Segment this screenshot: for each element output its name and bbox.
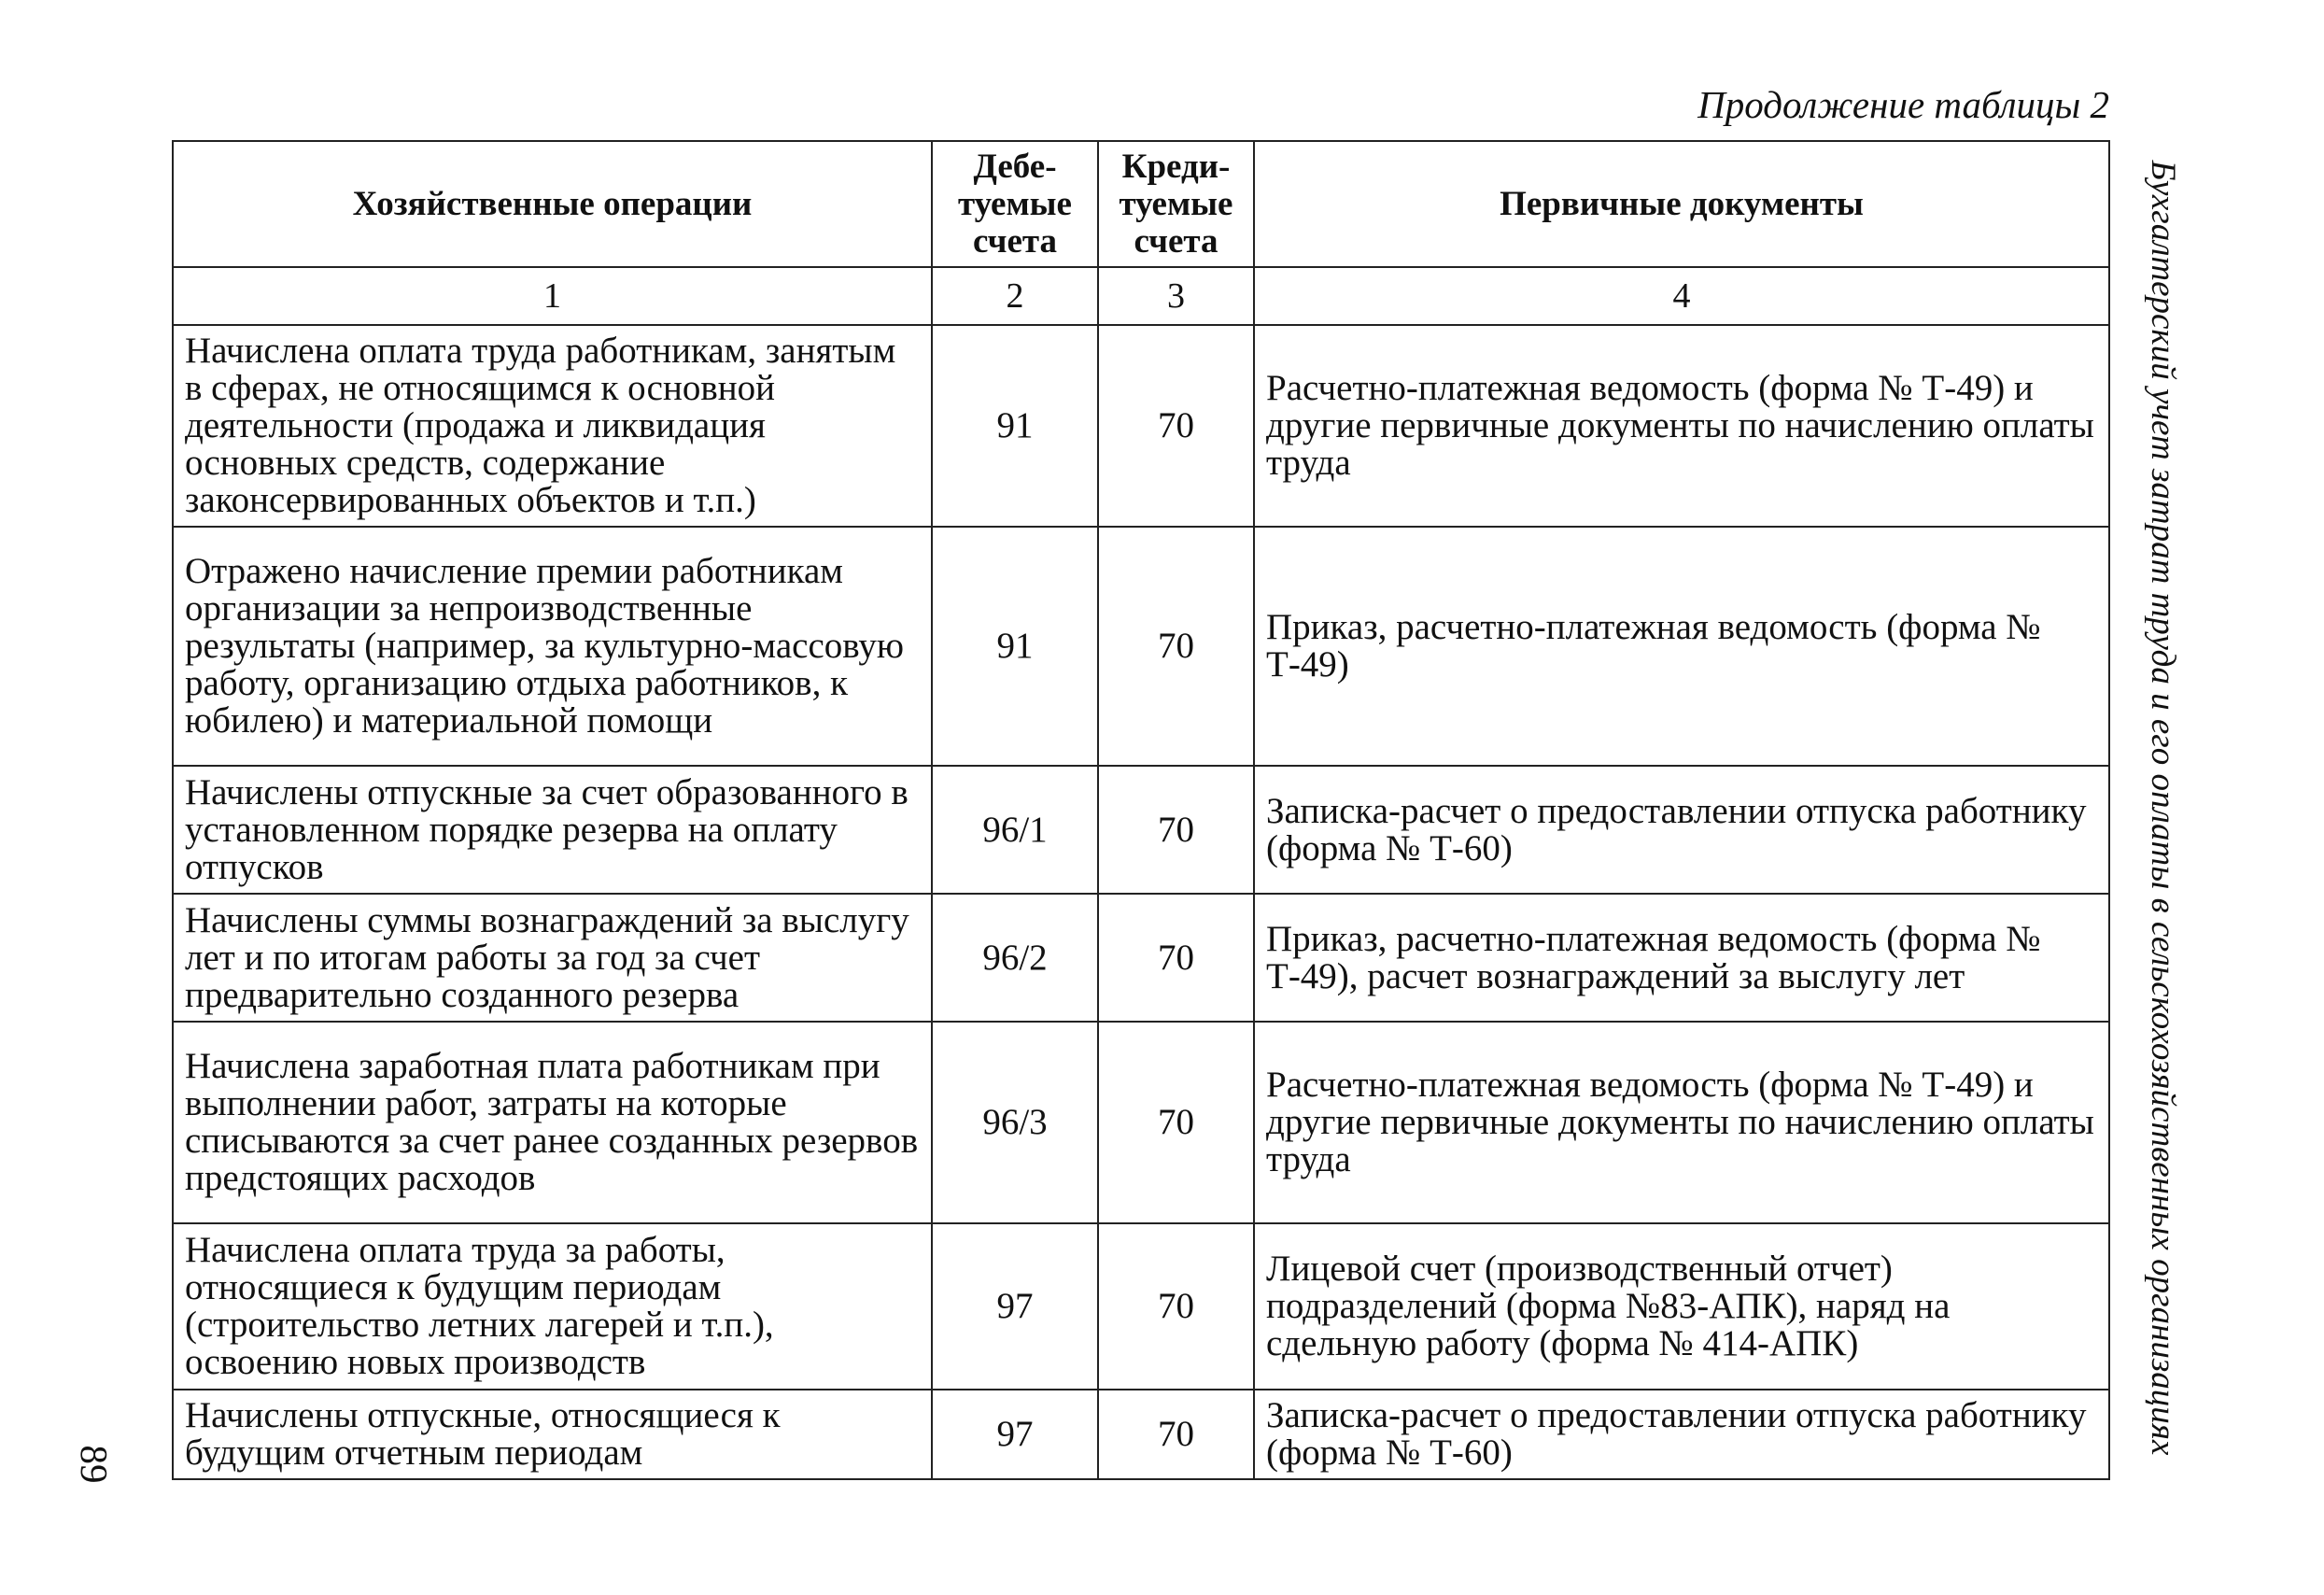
header-credit-accounts: Креди-туемые счета	[1098, 141, 1254, 267]
running-header: Бухгалтерский учет затрат труда и его оплаты в сельскохозяйственных организациях	[2144, 160, 2182, 1456]
credit-account-cell: 70	[1098, 527, 1254, 766]
table-row	[173, 527, 2109, 766]
table-continuation-caption: Продолжение таблицы 2	[1697, 83, 2109, 126]
primary-documents-cell: Лицевой счет (производственный отчет) подразделений (форма №83-АПК), наряд на сдельную работу (форма № 414-АПК)	[1254, 1223, 2109, 1390]
credit-account-cell: 70	[1098, 325, 1254, 527]
debit-account-cell: 91	[932, 527, 1098, 766]
credit-account-cell: 70	[1098, 894, 1254, 1022]
credit-account-cell: 70	[1098, 1390, 1254, 1479]
header-operations: Хозяйственные операции	[173, 141, 932, 267]
debit-account-cell: 97	[932, 1390, 1098, 1479]
operation-cell: Начислена оплата труда за работы, относящиеся к будущим периодам (строительство летних лагерей и т.п.), освоению новых производств	[173, 1223, 932, 1390]
debit-account-cell: 97	[932, 1223, 1098, 1390]
primary-documents-cell: Приказ, расчетно-платежная ведомость (форма № Т-49)	[1254, 527, 2109, 766]
operation-cell: Начислены суммы вознаграждений за выслугу лет и по итогам работы за год за счет предварительно созданного резерва	[173, 894, 932, 1022]
debit-account-cell: 96/2	[932, 894, 1098, 1022]
operation-cell: Начислена заработная плата работникам при выполнении работ, затраты на которые списываются за счет ранее созданных резервов предстоящих расходов	[173, 1022, 932, 1223]
debit-account-cell: 91	[932, 325, 1098, 527]
column-number: 1	[173, 267, 932, 325]
credit-account-cell: 70	[1098, 1022, 1254, 1223]
table-row	[173, 894, 2109, 1022]
table-row	[173, 325, 2109, 527]
header-primary-documents: Первичные документы	[1254, 141, 2109, 267]
primary-documents-cell: Расчетно-платежная ведомость (форма № Т-49) и другие первичные документы по начислению оплаты труда	[1254, 325, 2109, 527]
operation-cell: Начислены отпускные, относящиеся к будущим отчетным периодам	[173, 1390, 932, 1479]
credit-account-cell: 70	[1098, 1223, 1254, 1390]
primary-documents-cell: Записка-расчет о предоставлении отпуска работнику (форма № Т-60)	[1254, 1390, 2109, 1479]
operation-cell: Начислены отпускные за счет образованного в установленном порядке резерва на оплату отпусков	[173, 766, 932, 894]
operation-cell: Начислена оплата труда работникам, занятым в сферах, не относящимся к основной деятельности (продажа и ликвидация основных средств, содержание законсервированных объектов и т.п.)	[173, 325, 932, 527]
table-row	[173, 766, 2109, 894]
debit-account-cell: 96/3	[932, 1022, 1098, 1223]
table-row	[173, 1223, 2109, 1390]
page-number: 89	[73, 1445, 116, 1484]
table-row	[173, 1390, 2109, 1479]
column-number: 4	[1254, 267, 2109, 325]
accounting-entries-table	[172, 140, 2110, 1480]
column-number: 3	[1098, 267, 1254, 325]
operation-cell: Отражено начисление премии работникам организации за непроизводственные результаты (например, за культурно-массовую работу, организацию отдыха работников, к юбилею) и материальной помощи	[173, 527, 932, 766]
primary-documents-cell: Приказ, расчетно-платежная ведомость (форма № Т-49), расчет вознаграждений за выслугу лет	[1254, 894, 2109, 1022]
column-number-row	[173, 267, 2109, 325]
credit-account-cell: 70	[1098, 766, 1254, 894]
primary-documents-cell: Записка-расчет о предоставлении отпуска работнику (форма № Т-60)	[1254, 766, 2109, 894]
table-header-row	[173, 141, 2109, 267]
primary-documents-cell: Расчетно-платежная ведомость (форма № Т-49) и другие первичные документы по начислению оплаты труда	[1254, 1022, 2109, 1223]
debit-account-cell: 96/1	[932, 766, 1098, 894]
header-debit-accounts: Дебе-туемые счета	[932, 141, 1098, 267]
table-row	[173, 1022, 2109, 1223]
column-number: 2	[932, 267, 1098, 325]
